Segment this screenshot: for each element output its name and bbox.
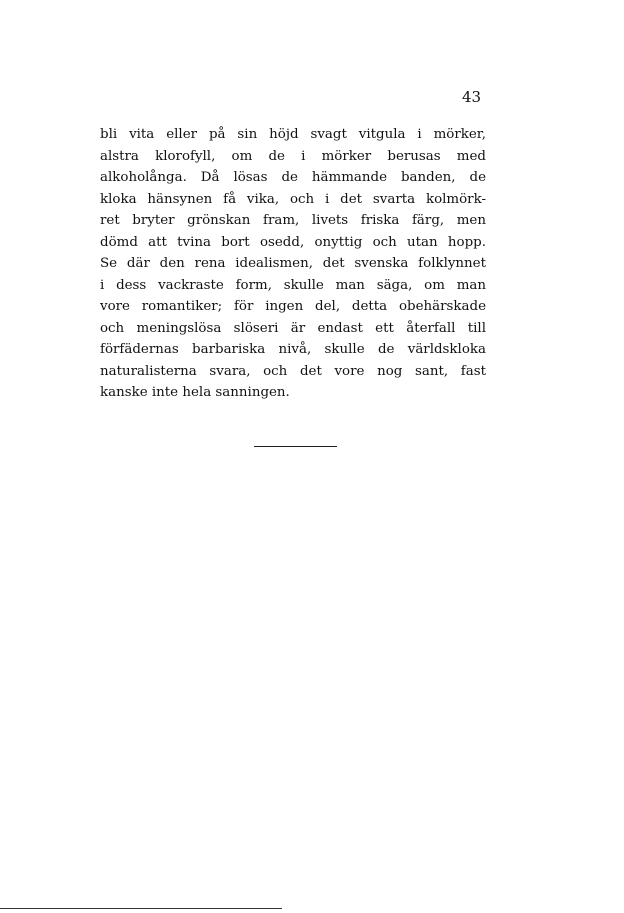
section-separator xyxy=(254,446,337,447)
text-line: dömd att tvina bort osedd, onyttig och utan hopp. xyxy=(100,234,486,250)
text-line: naturalisterna svara, och det vore nog sant, fast xyxy=(100,363,486,379)
text-line: och meningslösa slöseri är endast ett återfall till xyxy=(100,320,486,336)
body-text xyxy=(100,124,486,404)
text-line: vore romantiker; för ingen del, detta obehärskade xyxy=(100,299,486,314)
text-line: bli vita eller på sin höjd svagt vitgula i mörker, xyxy=(100,127,486,142)
text-line: i dess vackraste form, skulle man säga, om man xyxy=(100,277,486,293)
text-line: kloka hänsynen få vika, och i det svarta kolmörk- xyxy=(100,191,486,207)
text-line: alkoholånga. Då lösas de hämmande banden, de xyxy=(100,170,486,185)
text-line: ret bryter grönskan fram, livets friska färg, men xyxy=(100,213,486,228)
text-line: förfädernas barbariska nivå, skulle de världskloka xyxy=(100,342,486,357)
page-number: 43 xyxy=(462,88,482,106)
text-line: alstra klorofyll, om de i mörker berusas med xyxy=(100,148,486,164)
text-line: Se där den rena idealismen, det svenska folklynnet xyxy=(100,256,486,271)
text-line: kanske inte hela sanningen. xyxy=(100,385,290,400)
scan-edge-rule xyxy=(0,908,282,909)
